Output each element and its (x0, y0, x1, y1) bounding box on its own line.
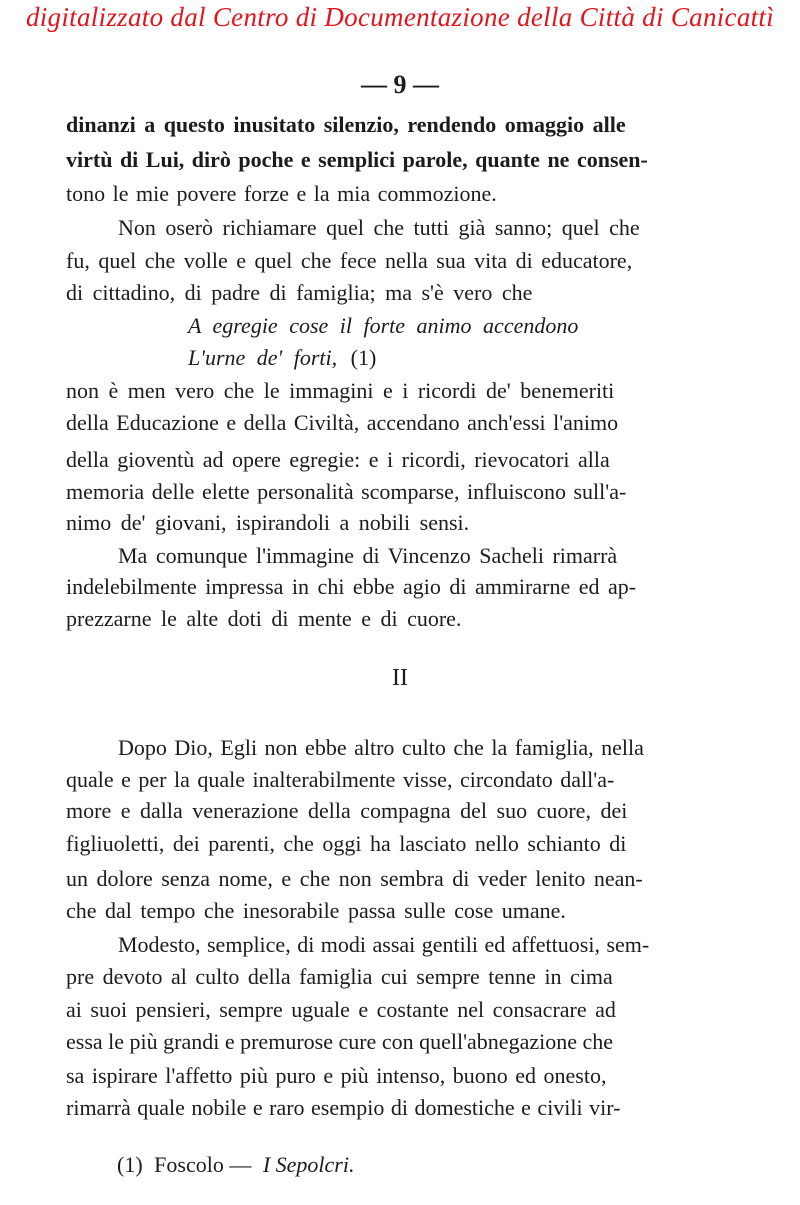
footnote-author: Foscolo — (154, 1152, 252, 1177)
digitization-watermark: digitalizzato dal Centro di Documentazione della Città di Canicattì (25, 2, 775, 32)
text-line: non è men vero che le immagini e i ricordi de' benemeriti (66, 378, 615, 403)
footnote (117, 1152, 355, 1178)
text-line: che dal tempo che inesorabile passa sulle cose umane. (66, 898, 566, 923)
text-line: ai suoi pensieri, sempre uguale e costante nel consacrare ad (66, 997, 616, 1022)
text-line: rimarrà quale nobile e raro esempio di domestiche e civili vir- (66, 1095, 621, 1120)
text-line: dinanzi a questo inusitato silenzio, rendendo omaggio alle (66, 112, 626, 137)
text-line: tono le mie povere forze e la mia commozione. (66, 181, 497, 206)
text-line: virtù di Lui, dirò poche e semplici parole, quante ne consen- (66, 147, 648, 172)
text-line: pre devoto al culto della famiglia cui sempre tenne in cima (66, 964, 613, 989)
footnote-work: I Sepolcri. (262, 1152, 355, 1177)
text-line: indelebilmente impressa in chi ebbe agio di ammirarne ed ap- (66, 574, 637, 599)
text-line: quale e per la quale inalterabilmente visse, circondato dall'a- (66, 767, 615, 792)
text-line: figliuoletti, dei parenti, che oggi ha lasciato nello schianto di (66, 831, 627, 856)
footnote-reference: (1) (350, 345, 377, 370)
text-line: prezzarne le alte doti di mente e di cuore. (66, 606, 462, 631)
text-line: Dopo Dio, Egli non ebbe altro culto che la famiglia, nella (118, 735, 644, 760)
text-line: essa le più grandi e premurose cure con quell'abnegazione che (66, 1029, 614, 1054)
text-line: Modesto, semplice, di modi assai gentili ed affettuosi, sem- (118, 932, 650, 957)
quote-text: L'urne de' forti, (188, 345, 338, 370)
text-line: Non oserò richiamare quel che tutti già sanno; quel che (118, 215, 640, 240)
footnote-number: (1) (117, 1152, 143, 1177)
text-line: Ma comunque l'immagine di Vincenzo Sacheli rimarrà (118, 543, 618, 568)
text-line: nimo de' giovani, ispirandoli a nobili sensi. (66, 510, 470, 535)
text-line: memoria delle elette personalità scomparse, influiscono sull'a- (66, 479, 627, 504)
quote-line: A egregie cose il forte animo accendono (188, 313, 579, 338)
text-line: more e dalla venerazione della compagna del suo cuore, dei (66, 798, 628, 823)
text-line: un dolore senza nome, e che non sembra di veder lenito nean- (66, 866, 643, 891)
text-line: della Educazione e della Civiltà, accendano anch'essi l'animo (66, 410, 619, 435)
text-line: fu, quel che volle e quel che fece nella sua vita di educatore, (66, 248, 633, 273)
text-line: della gioventù ad opere egregie: e i ricordi, rievocatori alla (66, 447, 610, 472)
section-heading: II (392, 665, 408, 691)
quote-line-last (188, 343, 376, 373)
page-number: — 9 — (361, 70, 439, 99)
text-line: sa ispirare l'affetto più puro e più intenso, buono ed onesto, (66, 1063, 607, 1088)
text-line: di cittadino, di padre di famiglia; ma s'è vero che (66, 280, 533, 305)
